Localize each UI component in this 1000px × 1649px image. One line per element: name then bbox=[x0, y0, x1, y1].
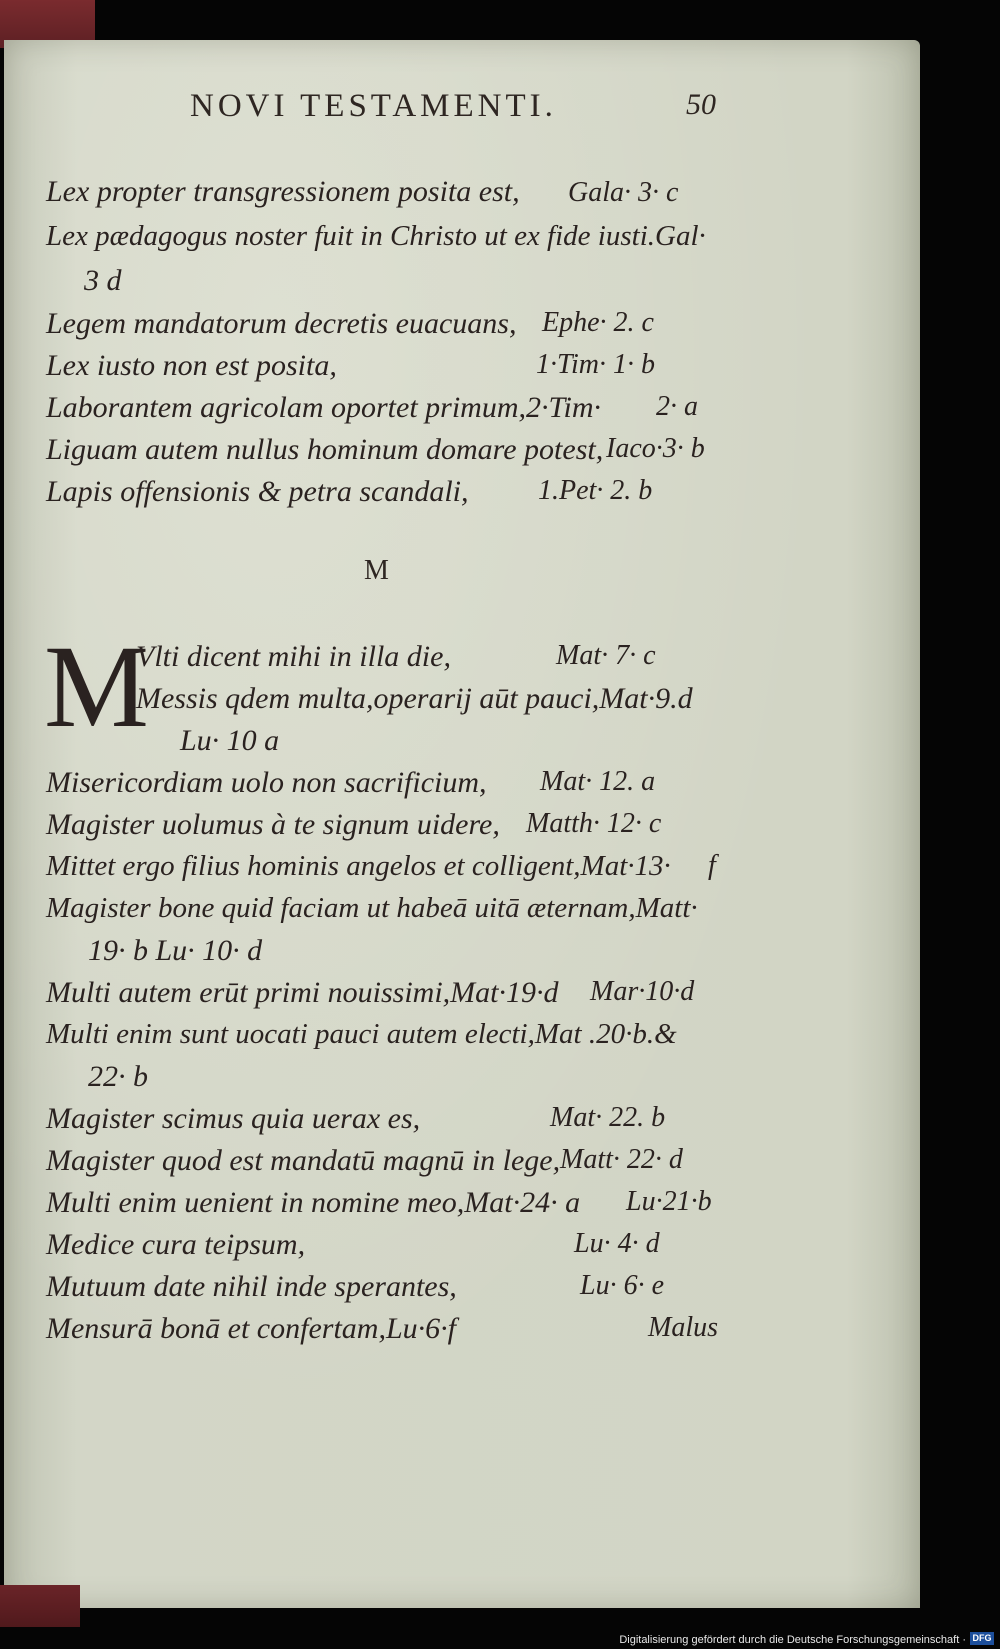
index-entry: Vlti dicent mihi in illa die, bbox=[136, 640, 451, 673]
entry-reference: Ephe· 2. c bbox=[542, 307, 654, 338]
index-entry: Magister uolumus à te signum uidere, bbox=[46, 808, 500, 841]
drop-capital: M bbox=[44, 621, 149, 752]
dfg-logo: DFG bbox=[970, 1632, 994, 1645]
entry-reference: Mat· 12. a bbox=[540, 766, 656, 797]
index-entry: Lapis offensionis & petra scandali, bbox=[46, 475, 469, 508]
entry-reference: Mat· 22. b bbox=[550, 1102, 666, 1133]
index-entry: Multi autem erūt primi nouissimi,Mat·19·d bbox=[46, 976, 559, 1009]
entry-reference: Mar·10·d bbox=[590, 976, 695, 1007]
entry-reference: f bbox=[708, 850, 716, 881]
index-entry: Mensurā bonā et confertam,Lu·6·f bbox=[46, 1312, 456, 1345]
index-entry: Liguam autem nullus hominum domare potest, bbox=[46, 433, 604, 466]
funding-credit: Digitalisierung gefördert durch die Deutsche Forschungsgemeinschaft · bbox=[619, 1634, 966, 1646]
entry-reference: Iaco·3· b bbox=[606, 433, 705, 464]
index-entry: Laborantem agricolam oportet primum,2·Tim· bbox=[46, 391, 602, 424]
entry-reference: Gala· 3· c bbox=[568, 177, 679, 208]
index-entry: Multi enim sunt uocati pauci autem electi,Mat .20·b.& bbox=[46, 1018, 677, 1050]
index-entry: Magister bone quid faciam ut habeā uitā æternam,Matt· bbox=[46, 892, 698, 924]
index-entry: Mittet ergo filius hominis angelos et colligent,Mat·13· bbox=[46, 850, 671, 882]
entry-reference: Lu·21·b bbox=[626, 1186, 712, 1217]
entry-reference: Matt· 22· d bbox=[560, 1144, 683, 1175]
index-entry: 3 d bbox=[84, 264, 122, 297]
entry-reference: Mat· 7· c bbox=[556, 640, 656, 671]
index-entry: Lex iusto non est posita, bbox=[46, 349, 337, 382]
index-entry: Magister scimus quia uerax es, bbox=[46, 1102, 421, 1135]
index-entry: Magister quod est mandatū magnū in lege, bbox=[46, 1144, 561, 1177]
entry-reference: 2· a bbox=[656, 391, 698, 422]
entry-reference: 1·Tim· 1· b bbox=[536, 349, 656, 380]
section-heading: M bbox=[364, 555, 389, 586]
index-entry: Messis qdem multa,operarij aūt pauci,Mat·9.d bbox=[136, 682, 693, 715]
page-number: 50 bbox=[686, 88, 716, 121]
index-entry: 19· b Lu· 10· d bbox=[88, 934, 263, 967]
index-entry: Lu· 10 a bbox=[180, 724, 280, 757]
index-entry: Lex pædagogus noster fuit in Christo ut ex fide iusti.Gal· bbox=[46, 220, 706, 252]
index-entry: Legem mandatorum decretis euacuans, bbox=[46, 307, 517, 340]
entry-reference: Lu· 6· e bbox=[580, 1270, 664, 1301]
index-entry: Mutuum date nihil inde sperantes, bbox=[46, 1270, 457, 1303]
catchword: Malus bbox=[648, 1312, 718, 1343]
bookmark-ribbon-bottom bbox=[0, 1585, 80, 1627]
entry-reference: Lu· 4· d bbox=[574, 1228, 660, 1259]
entry-reference: 1.Pet· 2. b bbox=[538, 475, 653, 506]
entry-reference: Matth· 12· c bbox=[526, 808, 662, 839]
index-entry: Lex propter transgressionem posita est, bbox=[46, 175, 520, 208]
index-entry: Multi enim uenient in nomine meo,Mat·24· a bbox=[46, 1186, 581, 1219]
running-head: NOVI TESTAMENTI. bbox=[190, 88, 557, 124]
index-entry: Medice cura teipsum, bbox=[46, 1228, 306, 1261]
index-entry: 22· b bbox=[88, 1060, 148, 1093]
index-entry: Misericordiam uolo non sacrificium, bbox=[46, 766, 487, 799]
